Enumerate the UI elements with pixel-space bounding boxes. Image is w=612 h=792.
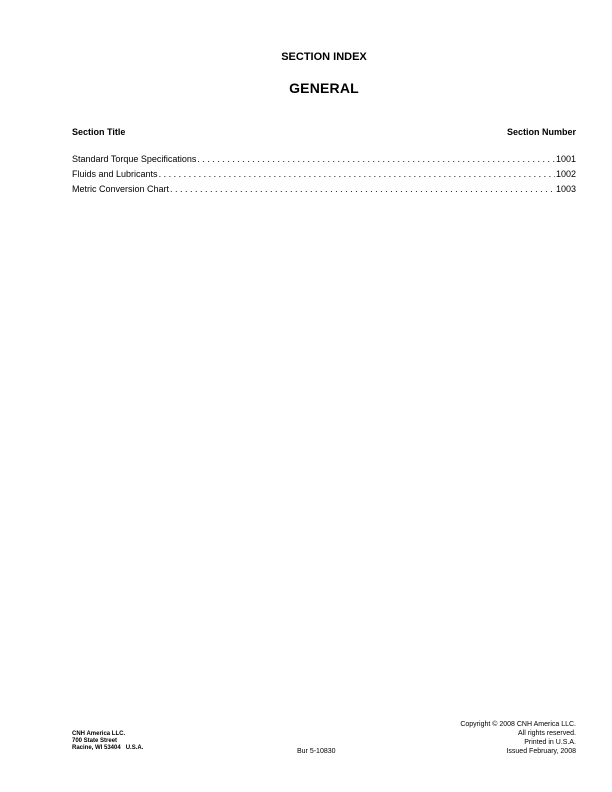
company-name: CNH America LLC. bbox=[72, 731, 126, 737]
toc-entry-number: 1001 bbox=[555, 154, 576, 164]
toc-entry-standard-torque-specifications[interactable] bbox=[72, 152, 576, 167]
part-number: Bur 5-10830 bbox=[297, 748, 336, 755]
section-name-heading: GENERAL bbox=[289, 80, 359, 96]
section-index-heading: SECTION INDEX bbox=[281, 51, 367, 63]
section-title-column-header: Section Title bbox=[72, 127, 126, 137]
copyright-block bbox=[460, 720, 576, 756]
toc-entry-number: 1002 bbox=[555, 169, 576, 179]
issued-date-line: Issued February, 2008 bbox=[506, 748, 576, 755]
toc-entry-fluids-and-lubricants[interactable] bbox=[72, 167, 576, 182]
company-city: Racine, WI 53404 U.S.A. bbox=[72, 745, 144, 751]
rights-reserved-line: All rights reserved. bbox=[518, 730, 576, 737]
dot-leader bbox=[197, 152, 555, 167]
company-street: 700 State Street bbox=[72, 738, 118, 744]
toc-entry-title: Metric Conversion Chart bbox=[72, 184, 170, 194]
dot-leader bbox=[170, 182, 555, 197]
section-number-column-header: Section Number bbox=[506, 127, 576, 137]
toc-entry-title: Standard Torque Specifications bbox=[72, 154, 197, 164]
toc-entry-title: Fluids and Lubricants bbox=[72, 169, 158, 179]
dot-leader bbox=[159, 167, 555, 182]
toc-entry-metric-conversion-chart[interactable] bbox=[72, 182, 576, 197]
toc-entry-number: 1003 bbox=[555, 184, 576, 194]
printed-in-line: Printed in U.S.A. bbox=[524, 739, 576, 746]
table-of-contents bbox=[72, 152, 576, 197]
copyright-line: Copyright © 2008 CNH America LLC. bbox=[460, 721, 576, 728]
company-address bbox=[72, 731, 143, 752]
